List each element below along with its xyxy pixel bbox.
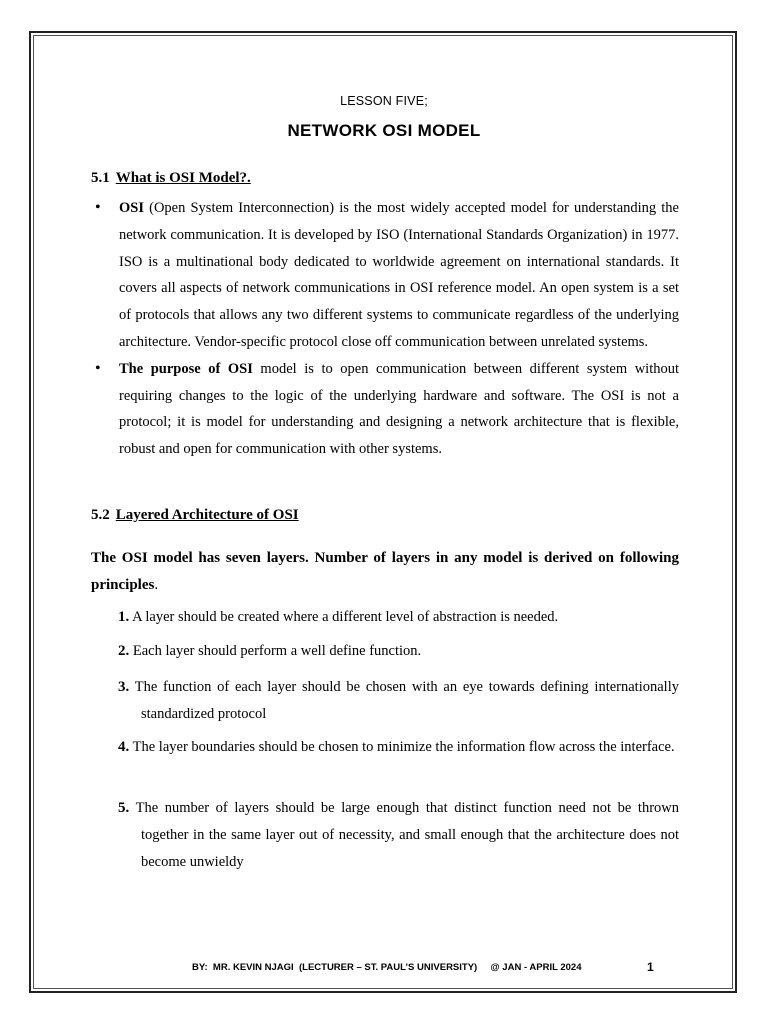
osi-bullet-list xyxy=(91,195,679,463)
footer-credit: BY: MR. KEVIN NJAGI (LECTURER – ST. PAUL’S UNIVERSITY) @ JAN - APRIL 2024 xyxy=(192,962,582,973)
principle-number: 2. xyxy=(118,643,130,659)
bullet-icon: • xyxy=(95,359,101,377)
principles-intro-period: . xyxy=(154,577,159,593)
bullet-icon: • xyxy=(95,199,101,216)
section-heading-5-1 xyxy=(91,170,251,187)
page-title: NETWORK OSI MODEL xyxy=(287,121,481,140)
section-number: 5.2 xyxy=(91,507,110,523)
principle-text: Each layer should perform a well define function. xyxy=(132,643,422,659)
principle-item xyxy=(118,795,679,876)
principles-intro xyxy=(91,545,679,599)
bullet-item xyxy=(91,356,679,463)
bullet-lead: The purpose of OSI xyxy=(119,360,253,377)
principle-text: The layer boundaries should be chosen to minimize the information flow across the interface. xyxy=(132,739,675,755)
page-number: 1 xyxy=(647,960,654,974)
principle-number: 5. xyxy=(118,800,130,816)
principle-text: The function of each layer should be chosen with an eye towards defining internationally standardized protocol xyxy=(134,679,679,722)
section-number: 5.1 xyxy=(91,170,110,186)
principle-text: A layer should be created where a different level of abstraction is needed. xyxy=(132,609,559,625)
principle-number: 1. xyxy=(118,609,130,625)
principle-item xyxy=(118,674,679,728)
principle-item xyxy=(118,604,679,631)
section-heading-5-2 xyxy=(91,507,299,524)
principle-number: 3. xyxy=(118,679,130,695)
bullet-lead: OSI xyxy=(119,200,144,216)
principle-number: 4. xyxy=(118,739,130,755)
principle-item xyxy=(118,638,679,665)
bullet-text: model is to open communication between different system without requiring changes to the logic of the underlying hardware and software. The OSI is not a protocol; it is model for understanding and designing a network architecture that is flexible, robust and open for communication with other systems. xyxy=(119,360,680,458)
section-title: Layered Architecture of OSI xyxy=(115,507,299,523)
bullet-text: (Open System Interconnection) is the most widely accepted model for understanding the network communication. It is developed by ISO (International Standards Organization) in 1977. ISO is a multinational body dedicated to worldwide agreement on international standards. It covers all aspects of network communications in OSI reference model. An open system is a set of protocols that allows any two different systems to communicate regardless of the underlying architecture. Vendor-specific protocol close off communication between unrelated systems. xyxy=(119,200,679,350)
principles-intro-text: The OSI model has seven layers. Number of layers in any model is derived on following principles xyxy=(91,550,679,593)
section-title: What is OSI Model?. xyxy=(115,170,251,186)
principle-text: The number of layers should be large enough that distinct function need not be thrown together in the same layer out of necessity, and small enough that the architecture does not become unwieldy xyxy=(135,800,679,870)
principle-item xyxy=(118,734,679,761)
bullet-item xyxy=(91,195,679,356)
lesson-label: LESSON FIVE; xyxy=(340,94,428,108)
